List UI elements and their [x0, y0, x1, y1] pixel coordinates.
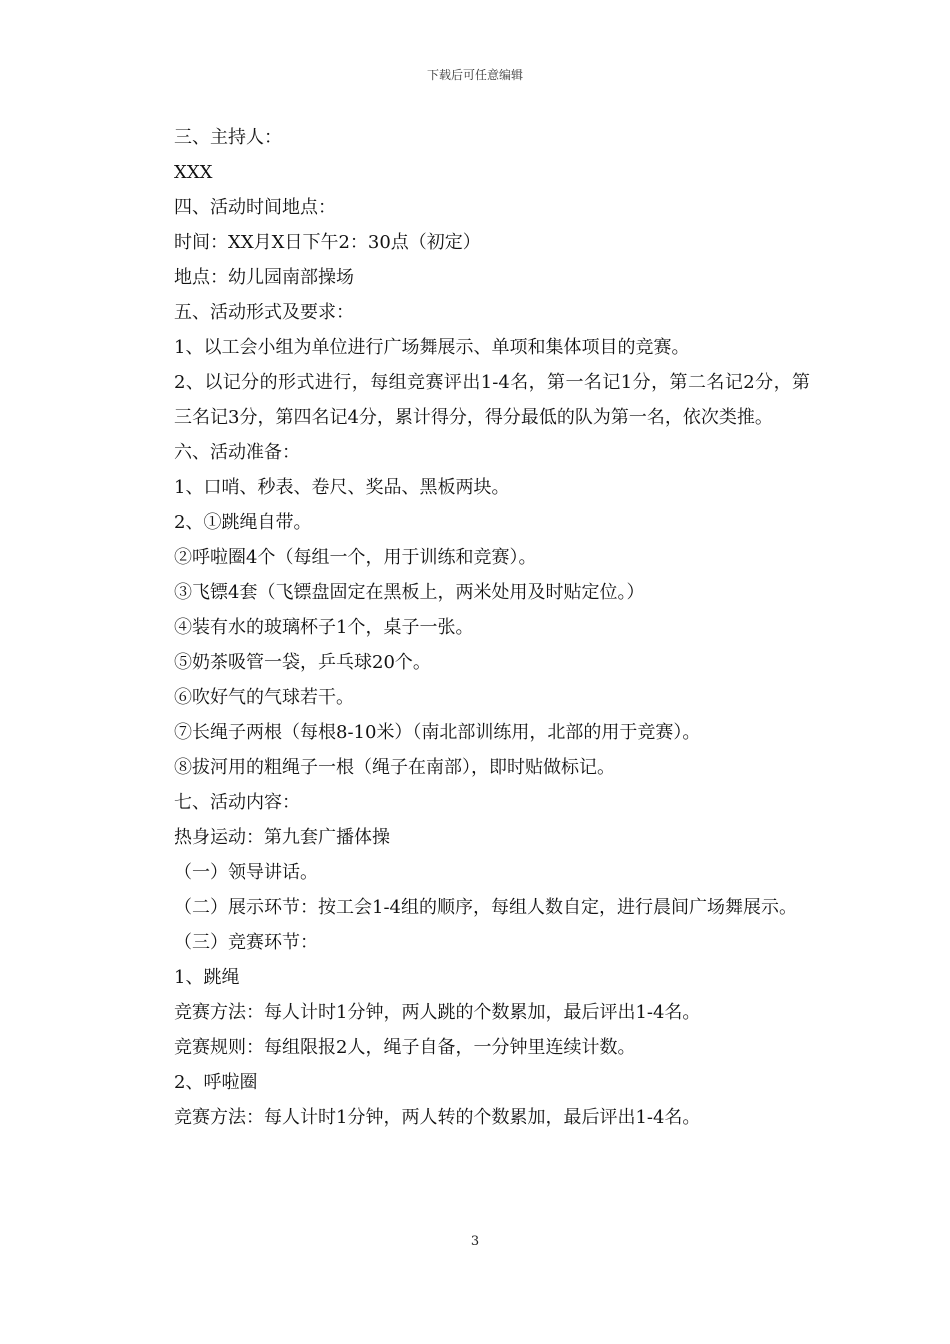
competition-item-2-title: 2、呼啦圈 [174, 1072, 258, 1093]
section-heading-time-place: 四、活动时间地点： [174, 197, 336, 218]
page-number: 3 [470, 1234, 480, 1249]
prep-item-1: 1、口哨、秒表、卷尺、奖品、黑板两块。 [174, 477, 510, 498]
competition-item-1-title: 1、跳绳 [174, 967, 240, 988]
host-name: XXX [174, 162, 213, 183]
page-header: 下载后可任意编辑 [426, 68, 523, 82]
warmup-line: 热身运动：第九套广播体操 [174, 827, 390, 848]
prep-subitem-3: ③飞镖4套（飞镖盘固定在黑板上，两米处用及时贴定位。） [174, 582, 645, 603]
content-part-2: （二）展示环节：按工会1-4组的顺序，每组人数自定，进行晨间广场舞展示。 [174, 897, 797, 918]
event-place: 地点：幼儿园南部操场 [174, 267, 354, 288]
section-heading-preparation: 六、活动准备： [174, 442, 300, 463]
content-part-3: （三）竞赛环节： [174, 932, 318, 953]
prep-subitem-2: ②呼啦圈4个（每组一个，用于训练和竞赛）。 [174, 547, 537, 568]
section-heading-host: 三、主持人： [174, 127, 282, 148]
prep-subitem-4: ④装有水的玻璃杯子1个，桌子一张。 [174, 617, 474, 638]
document-body [145, 120, 810, 1135]
format-item-1: 1、以工会小组为单位进行广场舞展示、单项和集体项目的竞赛。 [174, 337, 690, 358]
prep-item-2: 2、①跳绳自带。 [174, 512, 312, 533]
prep-subitem-5: ⑤奶茶吸管一袋，乒乓球20个。 [174, 652, 431, 673]
competition-item-2-method: 竞赛方法：每人计时1分钟，两人转的个数累加，最后评出1-4名。 [174, 1107, 701, 1128]
competition-item-1-rules: 竞赛规则：每组限报2人，绳子自备，一分钟里连续计数。 [174, 1037, 636, 1058]
prep-subitem-7: ⑦长绳子两根（每根8-10米）（南北部训练用，北部的用于竞赛）。 [174, 722, 701, 743]
format-item-2: 2、以记分的形式进行，每组竞赛评出1-4名，第一名记1分，第二名记2分，第三名记3分，第四名记4分，累计得分，得分最低的队为第一名，依次类推。 [174, 372, 810, 428]
section-heading-content: 七、活动内容： [174, 792, 300, 813]
content-part-1: （一）领导讲话。 [174, 862, 318, 883]
event-time: 时间：XX月X日下午2：30点（初定） [174, 232, 481, 253]
competition-item-1-method: 竞赛方法：每人计时1分钟，两人跳的个数累加，最后评出1-4名。 [174, 1002, 701, 1023]
prep-subitem-8: ⑧拔河用的粗绳子一根（绳子在南部），即时贴做标记。 [174, 757, 615, 778]
section-heading-format: 五、活动形式及要求： [174, 302, 354, 323]
prep-subitem-6: ⑥吹好气的气球若干。 [174, 687, 354, 708]
